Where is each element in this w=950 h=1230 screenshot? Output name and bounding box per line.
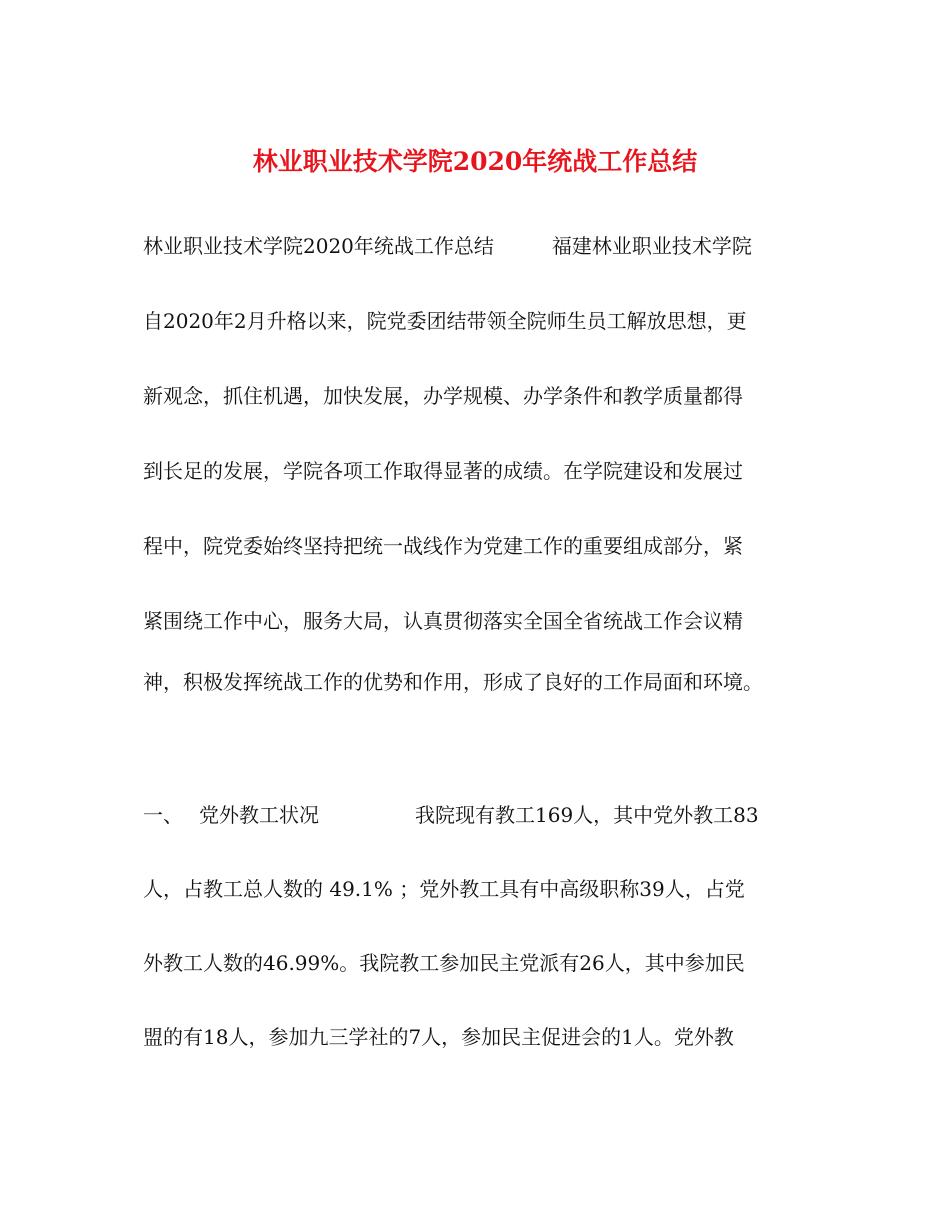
paragraph-line: 紧围绕工作中心，服务大局，认真贯彻落实全国全省统战工作会议精 bbox=[143, 609, 743, 633]
paragraph-line: 神，积极发挥统战工作的优势和作用，形成了良好的工作局面和环境。 bbox=[143, 670, 763, 694]
paragraph-line bbox=[143, 231, 803, 261]
section-heading: 党外教工状况 bbox=[199, 803, 319, 827]
paragraph-line: 盟的有18人，参加九三学社的7人，参加民主促进会的1人。党外教 bbox=[143, 1025, 734, 1049]
section-heading-line bbox=[143, 800, 803, 830]
section-number: 一、 bbox=[143, 803, 183, 827]
paragraph-line: 程中，院党委始终坚持把统一战线作为党建工作的重要组成部分，紧 bbox=[143, 534, 743, 558]
paragraph-line: 新观念，抓住机遇，加快发展，办学规模、办学条件和教学质量都得 bbox=[143, 384, 743, 408]
document-title: 林业职业技术学院2020年统战工作总结 bbox=[252, 147, 698, 176]
institution-name: 福建林业职业技术学院 bbox=[551, 234, 752, 258]
section-text: 我院现有教工169人，其中党外教工83 bbox=[415, 803, 759, 827]
paragraph-line: 到长足的发展，学院各项工作取得显著的成绩。在学院建设和发展过 bbox=[143, 459, 743, 483]
paragraph-line: 人，占教工总人数的 49.1% ；党外教工具有中高级职称39人，占党 bbox=[143, 877, 745, 901]
paragraph-line: 外教工人数的46.99%。我院教工参加民主党派有26人，其中参加民 bbox=[143, 951, 745, 975]
paragraph-line: 自2020年2月升格以来，院党委团结带领全院师生员工解放思想，更 bbox=[143, 309, 747, 333]
intro-title-repeat: 林业职业技术学院2020年统战工作总结 bbox=[143, 234, 494, 258]
